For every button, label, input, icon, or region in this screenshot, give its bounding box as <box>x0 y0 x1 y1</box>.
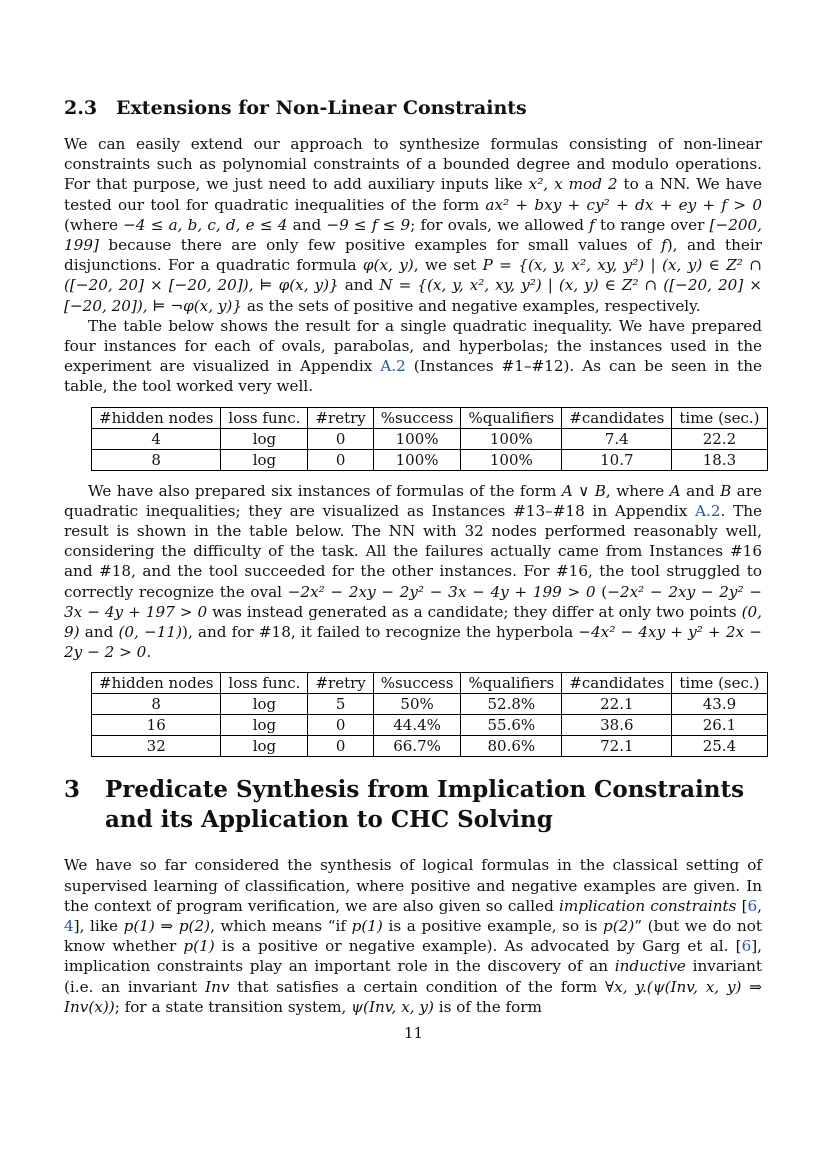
table-cell: 8 <box>92 694 221 715</box>
citation-link[interactable]: 6 <box>741 937 752 956</box>
table-row <box>92 694 768 715</box>
table-header-row <box>92 673 768 694</box>
table-cell: 26.1 <box>672 715 767 736</box>
table-cell: log <box>221 428 308 449</box>
paragraph-implication: We have so far considered the synthesis of logical formulas in the classical setting of supervised learning of classification, where positive and negative examples are given. In the context of program verification, we are also given so called implication constraints [6, 4], like p(1) ⇒ p(2), which means “if p(1) is a positive example, so is p(2)” (but we do not know whether p(1) is a positive or negative example). As advocated by Garg et al. [6], implication constraints play an important role in the discovery of an inductive invariant (i.e. an invariant Inv that satisfies a certain condition of the form ∀x, y.(ψ(Inv, x, y) ⇒ Inv(x)); for a state transition system, ψ(Inv, x, y) is of the form <box>64 856 763 1016</box>
table-cell: 22.1 <box>562 694 672 715</box>
section-heading <box>64 775 762 835</box>
results-table-single <box>91 407 768 471</box>
table-cell: 72.1 <box>562 736 672 757</box>
table-header-row <box>92 407 768 428</box>
table-cell: 5 <box>308 694 373 715</box>
table-cell: 32 <box>92 736 221 757</box>
table-cell: 55.6% <box>461 715 562 736</box>
section-number: 3 <box>64 776 81 804</box>
table-cell: 44.4% <box>373 715 461 736</box>
table-header: %qualifiers <box>461 673 562 694</box>
table-header: #candidates <box>562 673 672 694</box>
table-cell: 100% <box>461 449 562 470</box>
table-header: #candidates <box>562 407 672 428</box>
table-header: loss func. <box>221 407 308 428</box>
page-number: 11 <box>403 1024 424 1042</box>
paragraph-disjunction: We have also prepared six instances of formulas of the form A ∨ B, where A and B are quadratic inequalities; they are visualized as Instances #13–#18 in Appendix A.2. The result is shown in the table below. The NN with 32 nodes performed reasonably well, considering the difficulty of the task. All the failures actually came from Instances #16 and #18, and the tool succeeded for the other instances. For #16, the tool struggled to correctly recognize the oval −2x² − 2xy − 2y² − 3x − 4y + 199 > 0 (−2x² − 2xy − 2y² − 3x − 4y + 197 > 0 was instead generated as a candidate; they differ at only two points (0, 9) and (0, −11)), and for #18, it failed to recognize the hyperbola −4x² − 4xy + y² + 2x − 2y − 2 > 0. <box>64 481 762 662</box>
table-cell: 100% <box>373 449 461 470</box>
subsection-title: Extensions for Non-Linear Constraints <box>116 97 527 119</box>
table-cell: 100% <box>373 428 461 449</box>
table-header: time (sec.) <box>672 407 767 428</box>
table-cell: 38.6 <box>562 715 672 736</box>
table-cell: 22.2 <box>672 428 767 449</box>
table-cell: 4 <box>92 428 221 449</box>
table-cell: log <box>221 736 308 757</box>
table-cell: 0 <box>308 736 373 757</box>
table-row <box>92 449 768 470</box>
table-header: #retry <box>308 407 373 428</box>
table-cell: 66.7% <box>373 736 461 757</box>
appendix-link[interactable]: A.2 <box>695 501 721 520</box>
paragraph-table1-intro: The table below shows the result for a single quadratic inequality. We have prepared four instances for each of ovals, parabolas, and hyperbolas; the instances used in the experiment are visualized in Appendix A.2 (Instances #1–#12). As can be seen in the table, the tool worked very well. <box>64 316 762 396</box>
table-cell: 8 <box>92 449 221 470</box>
table-header: time (sec.) <box>672 673 767 694</box>
table-row <box>92 428 768 449</box>
citation-link[interactable]: 4 <box>64 917 74 936</box>
table-cell: 52.8% <box>461 694 562 715</box>
table-header: #retry <box>308 673 373 694</box>
table-header: %qualifiers <box>461 407 562 428</box>
table-header: %success <box>373 673 461 694</box>
table-cell: log <box>221 715 308 736</box>
subsection-number: 2.3 <box>64 97 98 119</box>
citation-link[interactable]: 6 <box>747 896 758 915</box>
table-cell: 10.7 <box>562 449 672 470</box>
page-content <box>64 96 762 1017</box>
table-cell: log <box>221 694 308 715</box>
section-title: Predicate Synthesis from Implication Constraints and its Application to CHC Solving <box>105 776 745 834</box>
table-row <box>92 736 768 757</box>
table-header: #hidden nodes <box>92 673 221 694</box>
table-header: %success <box>373 407 461 428</box>
table-header: loss func. <box>221 673 308 694</box>
table-cell: 0 <box>308 715 373 736</box>
subsection-heading <box>64 96 762 120</box>
table-cell: 25.4 <box>672 736 767 757</box>
results-table-disjunction <box>91 672 768 757</box>
table-cell: 80.6% <box>461 736 562 757</box>
table-row <box>92 715 768 736</box>
table-cell: 0 <box>308 449 373 470</box>
paragraph-intro: We can easily extend our approach to synthesize formulas consisting of non-linear constraints such as polynomial constraints of a bounded degree and modulo operations. For that purpose, we just need to add auxiliary inputs like x², x mod 2 to a NN. We have tested our tool for quadratic inequalities of the form ax² + bxy + cy² + dx + ey + f > 0 (where −4 ≤ a, b, c, d, e ≤ 4 and −9 ≤ f ≤ 9; for ovals, we allowed f to range over [−200, 199] because there are only few positive examples for small values of f), and their disjunctions. For a quadratic formula φ(x, y), we set P = {(x, y, x², xy, y²) | (x, y) ∈ Z² ∩ ([−20, 20] × [−20, 20]), ⊨ φ(x, y)} and N = {(x, y, x², xy, y²) | (x, y) ∈ Z² ∩ ([−20, 20] × [−20, 20]), ⊨ ¬φ(x, y)} as the sets of positive and negative examples, respectively. <box>64 135 763 315</box>
table-header: #hidden nodes <box>92 407 221 428</box>
table-cell: 7.4 <box>562 428 672 449</box>
appendix-link[interactable]: A.2 <box>380 357 406 376</box>
table-cell: 50% <box>373 694 461 715</box>
table-cell: 43.9 <box>672 694 767 715</box>
table-cell: log <box>221 449 308 470</box>
table-cell: 0 <box>308 428 373 449</box>
table-cell: 100% <box>461 428 562 449</box>
table-cell: 16 <box>92 715 221 736</box>
table-cell: 18.3 <box>672 449 767 470</box>
